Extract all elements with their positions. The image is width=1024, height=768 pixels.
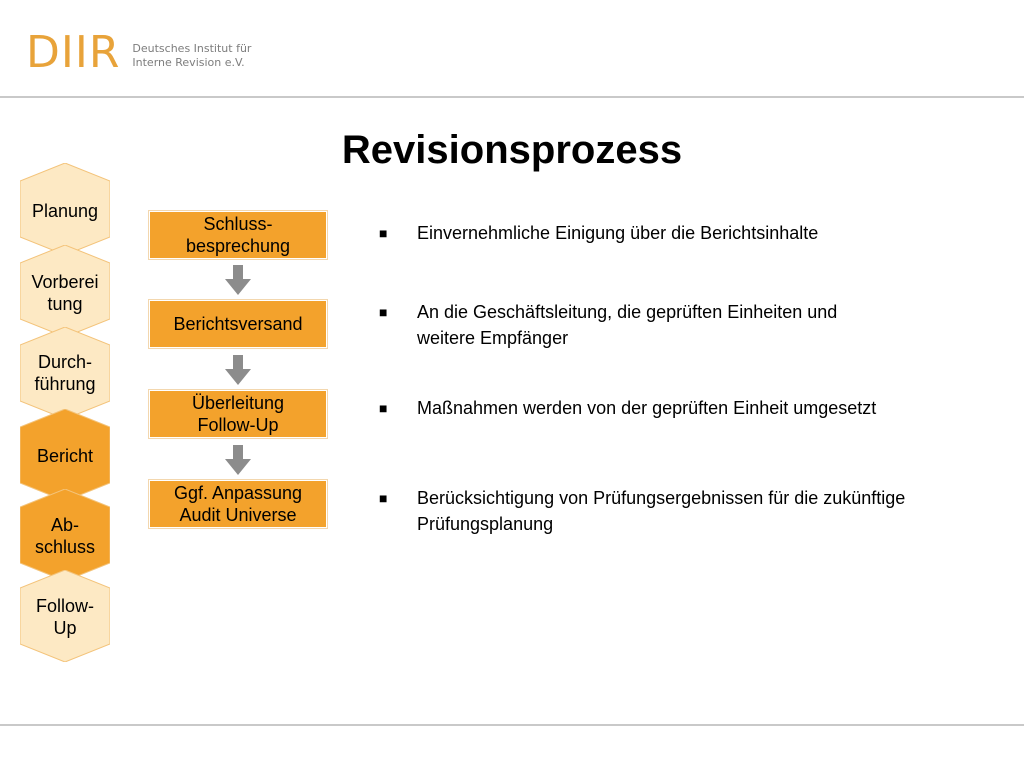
- phase-chevron: [20, 327, 110, 419]
- logo-text: [132, 42, 251, 70]
- bullet-item: [379, 485, 979, 537]
- bullet-text: An die Geschäftsleitung, die geprüften Einheiten und weitere Empfänger: [417, 302, 838, 348]
- slide-title: Revisionsprozess: [341, 128, 683, 172]
- bullet-item: [379, 395, 979, 421]
- logo-line-2: Interne Revision e.V.: [132, 56, 245, 69]
- bullet-square-icon: ■: [379, 490, 388, 506]
- bullet-square-icon: ■: [379, 400, 388, 416]
- down-arrow-icon: [225, 445, 251, 477]
- bullet-text: Einvernehmliche Einigung über die Berichtsinhalte: [417, 223, 819, 243]
- phase-label: Follow- Up: [35, 596, 94, 638]
- bullet-item: [379, 220, 979, 246]
- phase-label: Planung: [31, 201, 99, 221]
- down-arrow-icon: [225, 355, 251, 387]
- logo-mark: DIIR: [26, 27, 121, 78]
- bullet-square-icon: ■: [379, 225, 388, 241]
- phase-label: Vorberei tung: [31, 272, 99, 314]
- header-divider: [0, 96, 1024, 98]
- phase-chevron: [20, 489, 110, 581]
- phase-label: Ab- schluss: [34, 515, 96, 557]
- bullet-text: Berücksichtigung von Prüfungsergebnissen für die zukünftige Prüfungsplanung: [417, 488, 906, 534]
- phase-label: Durch- führung: [34, 352, 96, 394]
- phase-label: Bericht: [36, 446, 94, 466]
- bullet-text: Maßnahmen werden von der geprüften Einheit umgesetzt: [417, 398, 877, 418]
- bullet-item: [379, 299, 979, 351]
- bullet-square-icon: ■: [379, 304, 388, 320]
- logo-line-1: Deutsches Institut für: [132, 42, 252, 55]
- down-arrow-icon: [225, 265, 251, 297]
- step-box-audit-universe: Ggf. Anpassung Audit Universe: [149, 480, 327, 528]
- phase-chevron: [20, 163, 110, 255]
- phase-chevron: [20, 245, 110, 337]
- step-box-schlussbesprechung: Schluss- besprechung: [149, 211, 327, 259]
- phase-chevron: [20, 409, 110, 501]
- diir-logo: [26, 28, 251, 78]
- phase-chevron: [20, 570, 110, 662]
- step-box-berichtsversand: Berichtsversand: [149, 300, 327, 348]
- footer-divider: [0, 724, 1024, 726]
- step-box-ueberleitung: Überleitung Follow-Up: [149, 390, 327, 438]
